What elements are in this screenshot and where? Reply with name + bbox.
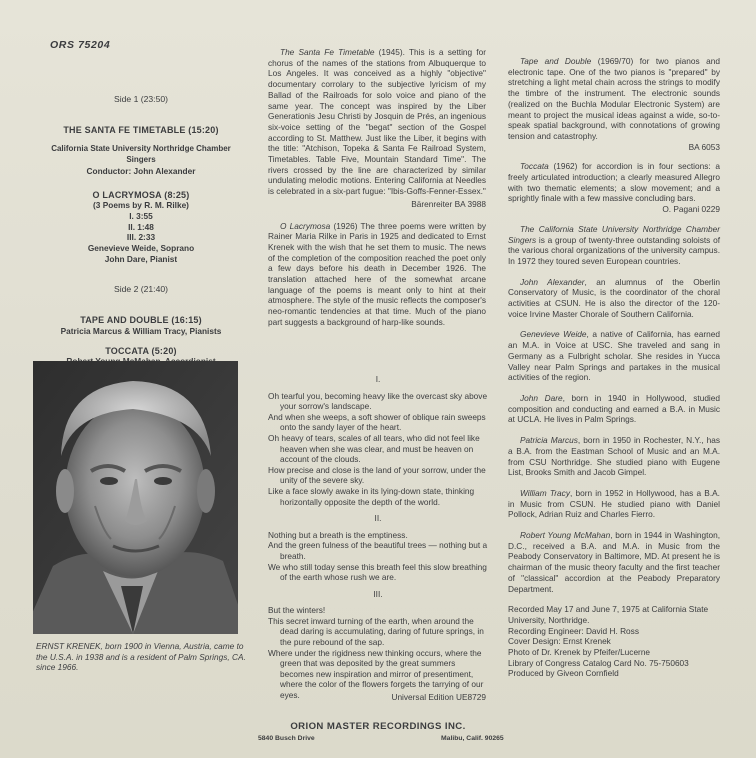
- recording-credits: [508, 604, 720, 679]
- lacrymosa-title: O Lacrymosa: [280, 220, 331, 231]
- poem-ii-line: And the green fulness of the beautiful trees — nothing but a breath.: [268, 540, 488, 561]
- tape-note: Tape and Double (1969/70) for two pianos and electronic tape. One of the two pianos is "prepared" by stretching a light metal chain across the strings to modify the timbre of the instrument. The electronic sounds (realized on the Buchla Modular Electronic System) are meant to project the musical ideas against a wide, so-to-speak spatial background, with connotations of growing tension and catastrophy.: [508, 56, 720, 141]
- toccata-note: Toccata (1962) for accordion is in four sections: a freely articulated introduction; a clearly measured Allegro with two thematic elements; a slow movement; and a sprightly finale with a few massive concluding bars.: [508, 161, 720, 204]
- work2-movement-1: I. 3:55: [129, 210, 153, 221]
- poem-iii-line: Where under the rigidness new thinking occurs, where the green that was deposited by the great summers becomes new inspiration and mirror of presentiment, where the color of the flowers forgets the tarrying of our eyes.: [268, 647, 484, 701]
- work1-title: THE SANTA FE TIMETABLE (15:20): [63, 124, 219, 135]
- program-notes-middle: [268, 47, 486, 328]
- poem-ii-line: We who still today sense this breath feel this slow breathing of the earth whose rush we are.: [268, 561, 487, 583]
- santa-fe-title: The Santa Fe Timetable: [280, 47, 375, 57]
- toccata-publisher: O. Pagani 0229: [662, 204, 720, 215]
- work2-movement-2: II. 1:48: [128, 221, 154, 232]
- work4-title: TOCCATA (5:20): [105, 345, 177, 356]
- tape-publisher: BA 6053: [688, 141, 720, 152]
- poem-i-line: Like a face slowly awake in its lying-down state, thinking horizontally opposite the depth of the world.: [268, 485, 475, 507]
- credit-line: Produced by Giveon Cornfield: [508, 668, 619, 679]
- address-city: Malibu, Calif. 90265: [441, 735, 504, 742]
- tape-title: Tape and Double: [520, 56, 592, 66]
- poem-i-line: Oh tearful you, becoming heavy like the overcast sky above your sorrow's landscape.: [268, 390, 488, 412]
- credit-line: Cover Design: Ernst Krenek: [508, 636, 611, 647]
- lacrymosa-publisher: Universal Edition UE8729: [391, 692, 486, 702]
- portrait-caption: [36, 641, 246, 673]
- poem-iii-line: This secret inward turning of the earth, when around the dead daring is accumulating, daring of future springs, in the pure rebound of the sap.: [268, 615, 484, 648]
- credit-line: Library of Congress Catalog Card No. 75-750603: [508, 657, 689, 668]
- lacrymosa-note: O Lacrymosa (1926) The three poems were written by Rainer Maria Rilke in Paris in 1925 and dedicated to Ernst Krenek with the wish that he set them to music. The news of the completion of the composition reached the poet only a few days before his death in December 1926. The translation attached here of the somewhat arcane language of the poems is meant only to hint at their atmosphere. The style of the music reflects the composer's neo-romantic tendencies at that time. Much of the piano part suggests a background of harp-like sounds.: [268, 220, 486, 327]
- poem-iii-number: III.: [373, 588, 383, 599]
- poem-i-number: I.: [375, 374, 381, 384]
- bio-john-dare: John Dare, born in 1940 in Hollywood, studied composition and conducting and earned a B.A. in Music at UCLA. He lives in Palm Springs.: [508, 392, 721, 425]
- poem-iii-line: But the winters!: [268, 605, 326, 616]
- program-notes-right: [508, 56, 720, 679]
- bio-robert-mcmahan: Robert Young McMahan, born in 1944 in Washington, D.C., received a B.A. and M.A. in Music from the Peabody Conservatory in Baltimore, MD. At present he is chairman of the music theory faculty and the first teacher of "classical" accordion at the Peabody Preparatory Department.: [508, 530, 720, 594]
- catalog-number: ORS 75204: [50, 39, 111, 51]
- work2-soprano: Genevieve Weide, Soprano: [87, 243, 195, 254]
- composer-portrait: [33, 361, 238, 634]
- bio-chamber-singers: The California State University Northridge Chamber Singers is a group of twenty-three outstanding soloists of the various choral organizations of the university campus. In 1972 they toured seven European countries.: [508, 223, 720, 266]
- work1-performers: California State University Northridge Chamber Singers: [51, 144, 231, 165]
- poem-translation: [268, 368, 488, 701]
- santa-fe-note: The Santa Fe Timetable (1945). This is a setting for chorus of the names of the stations from Albuquerque to Los Angeles. It was conceived as a highly "objective" documentary corrolary to the subjective lyricism of my Ballad of the Railroads for solo voice and piano of the same year. The concept was inspired by the Liber Generationis Jesu Christi by Josquin de Prés, an ingenious six-voice setting of the "begat" section of the Gospel according to St. Matthew. Just like the Liber, it begins with the title: "Atchison, Topeka & Santa Fe Railroad System, Timetables. Table Five, Mountain Standard Time". The rivers crossed by the line are characterized by similar undulating melodic motions. Entering California at Needles is celebrated in a six-part fugue: "Ibis-Goffs-Fenner-Essex.": [268, 47, 486, 197]
- side2-heading: Side 2 (21:40): [114, 284, 168, 295]
- poem-i-line: And when she weeps, a soft shower of oblique rain sweeps onto the sandy layer of the heart.: [268, 411, 486, 433]
- poem-i-line: How precise and close is the land of your sorrow, under the unity of the severe sky.: [268, 464, 486, 486]
- poem-ii-line: Nothing but a breath is the emptiness.: [268, 529, 408, 540]
- work3-performers: Patricia Marcus & William Tracy, Pianists: [60, 325, 222, 336]
- bio-genevieve-weide: Genevieve Weide, a native of California, has earned an M.A. in Voice at USC. She traveled and sang in Germany as a Fulbright scholar. She resides in Yucca Valley near Palm Springs and partakes in the musical activities of the region.: [508, 329, 721, 383]
- work2-subtitle: (3 Poems by R. M. Rilke): [93, 200, 189, 211]
- bio-william-tracy: William Tracy, born in 1952 in Hollywood, has a B.A. in Music from CSUN. He studied piano with Daniel Pollock, Adrian Ruiz and Charles Fierro.: [508, 487, 720, 520]
- label-footer: [0, 721, 756, 742]
- credit-line: Recording Engineer: David H. Ross: [508, 625, 639, 636]
- bio-john-alexander: John Alexander, an alumnus of the Oberlin Conservatory of Music, is the coordinator of the choral activities at CSUN. He is also the director of the 120-voice Irvine Master Chorale of Southern California.: [508, 276, 720, 319]
- work2-title: O LACRYMOSA (8:25): [92, 189, 190, 200]
- address-street: 5840 Busch Drive: [258, 735, 315, 742]
- work3-title: TAPE AND DOUBLE (16:15): [80, 315, 202, 326]
- poem-i-line: Oh heavy of tears, scales of all tears, who did not feel like heaven when she was clear, and must be heaven on account of the clouds.: [268, 432, 480, 465]
- credit-line: Recorded May 17 and June 7, 1975 at California State University, Northridge.: [508, 604, 709, 625]
- work1-conductor: Conductor: John Alexander: [86, 165, 196, 176]
- bio-patricia-marcus: Patricia Marcus, born in 1950 in Rochester, N.Y., has a B.A. from the Eastman School of Music and an M.A. from CSU Northridge. She studied piano with Eugene List, Brooks Smith and Jacob Gimpel.: [508, 435, 720, 478]
- santa-fe-publisher: Bärenreiter BA 3988: [411, 198, 486, 209]
- credit-line: Photo of Dr. Krenek by Pfeifer/Lucerne: [508, 647, 651, 658]
- record-company: ORION MASTER RECORDINGS INC.: [290, 721, 466, 732]
- work2-movement-3: III. 2:33: [126, 232, 156, 243]
- track-listing: [36, 94, 246, 367]
- work2-pianist: John Dare, Pianist: [104, 253, 178, 264]
- toccata-title: Toccata: [520, 161, 549, 172]
- caption-text: , born 1900 in Vienna, Austria, came to the U.S.A. in 1938 and is a resident of Palm Springs, CA. since 1966.: [36, 641, 246, 673]
- side1-heading: Side 1 (23:50): [114, 94, 168, 104]
- poem-ii-number: II.: [374, 513, 382, 524]
- portrait-illustration: [33, 361, 238, 634]
- caption-name: ERNST KRENEK: [36, 641, 101, 651]
